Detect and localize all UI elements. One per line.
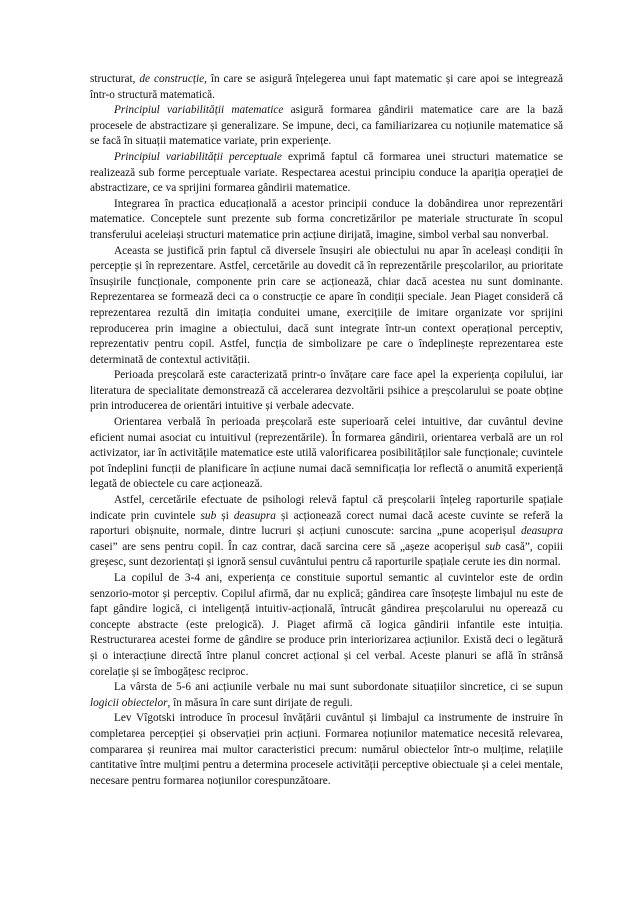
italic-term: deasupra: [520, 525, 563, 538]
text-run: casei” are sens pentru copil. În caz contrar, dacă sarcina cere să „așeze acoperișul: [90, 540, 486, 553]
italic-term: logicii obiectelor: [90, 696, 168, 709]
text-run: Aceasta se justifică prin faptul că diversele însușiri ale obiectului nu apar în aceleași condiții în percepție și în reprezentare. Astfel, cercetările au dovedit că în reprezentările preșcolarilor, au prioritate însușirile funcționale, componente prin care se acționează, chiar dacă acestea nu sunt dominante. Reprezentarea se formează deci ca o construcție ce apare în condiții speciale. Jean Piaget consideră că reprezentarea rezultă din imitația conduitei umane, exercițiile de imitare organizate vor sprijini reproducerea prin imagine a obiectului, dacă sunt integrate într-un context operațional perceptiv, reprezentativ pentru copil. Astfel, funcția de simbolizare pe care o îndeplinește reprezentarea este determinată de contextul activității.: [90, 244, 563, 366]
text-run: La vârsta de 5-6 ani acțiunile verbale nu mai sunt subordonate situațiilor sincretice, ci se supun: [114, 681, 563, 694]
text-run: Perioada preșcolară este caracterizată printr-o învățare care face apel la experiența copilului, iar literatura de specialitate demonstrează că accelerarea dezvoltării psihice a preșcolarului se poate obține prin introducerea de orientări intuitive și verbale adecvate.: [90, 369, 563, 413]
text-run: Astfel, cercetările efectuate de psihologi relevă faptul că preșcolarii înțeleg raporturile spațiale indicate prin cuvintele: [90, 494, 563, 522]
text-run: și acționează corect numai dacă aceste cuvinte se referă la raporturi obișnuite, normale, dintre lucruri și acțiuni cunoscute: sarcina „pune acoperișul: [90, 509, 563, 538]
paragraph-10: [90, 680, 563, 711]
italic-term: Principiul variabilității perceptuale: [114, 150, 282, 163]
document-page: [90, 72, 563, 789]
text-run: și: [216, 509, 234, 522]
text-run: , în care se asigură înțelegerea unui fapt matematic și care apoi se integrează într-o structură matematică.: [90, 73, 564, 101]
paragraph-5: [90, 244, 563, 369]
paragraph-4: [90, 197, 563, 244]
text-run: exprimă faptul că formarea unei structuri matematice se realizează sub forme perceptuale variate. Respectarea acestui principiu conduce la apariția operației de abstractizare, ce va sprijini formarea gândirii matematice.: [90, 150, 563, 195]
paragraph-8: [90, 493, 563, 571]
paragraph-9: [90, 571, 563, 680]
paragraph-3: [90, 150, 563, 197]
paragraph-7: [90, 415, 563, 493]
text-run: La copilul de 3-4 ani, experiența ce constituie suportul semantic al cuvintelor este de ordin senzorio-motor și perceptiv. Copilul afirmă, dar nu explică; gândirea care însoțește limbajul nu este de fapt gândire logică, ci inteligență intuitiv-acțională, întrucât gândirea preșcolarului nu operează cu concepte abstracte (este prelogică). J. Piaget afirmă că logica gândirii infantile este intuiția. Restructurarea acestei forme de gândire se produce prin interiorizarea acțiunilor. Există deci o legătură și o interacțiune directă între planul concret acțional și cel verbal. Aceste planuri se află în strânsă corelație și se îmbogățesc reciproc.: [90, 572, 563, 678]
text-run: Orientarea verbală în perioada preșcolară este superioară celei intuitive, dar cuvântul devine eficient numai asociat cu intuitivul (reprezentările). În formarea gândirii, orientarea verbală are un rol activizator, iar în activitățile matematice este utilă valorificarea posibilităților sale funcționale; cuvintele pot îndeplini funcții de planificare în acțiune numai dacă semnificația lor reflectă o anumită experiență legată de obiectele cu care acționează.: [90, 416, 563, 491]
text-run: Lev Vîgotski introduce în procesul învățării cuvântul și limbajul ca instrumente de instruire în completarea percepției și observației prin acțiuni. Formarea noțiunilor matematice necesită relevarea, compararea și reunirea mai multor caracteristici precum: numărul obiectelor într-o mulțime, relațiile cantitative între mulțimi pentru a determina procesele activității perceptive obiectuale și a celei mentale, necesare pentru formarea noțiunilor corespunzătoare.: [90, 712, 563, 787]
paragraph-11: [90, 711, 563, 789]
italic-term: sub: [485, 540, 501, 553]
text-run: asigură formarea gândirii matematice care are la bază procesele de abstractizare și generalizare. Se impune, deci, ca familiarizarea cu noțiunile matematice să se facă în situații matematice variate, prin experiențe.: [90, 104, 563, 148]
italic-term: de construcție: [139, 73, 205, 85]
paragraph-2: [90, 103, 563, 150]
italic-term: deasupra: [233, 509, 276, 522]
paragraph-1: [90, 72, 563, 103]
text-run: casă”, copiii greșesc, sunt dezorientați și ignoră sensul cuvântului pentru că raporturile spațiale cerute ies din normal.: [90, 540, 563, 569]
text-run: Integrarea în practica educațională a acestor principii conduce la dobândirea unor reprezentări matematice. Conceptele sunt prezente sub forma concretizărilor pe materiale structurate în scopul transferului aceleiași structuri matematice prin acțiune dirijată, imagine, simbol verbal sau nonverbal.: [90, 197, 563, 241]
italic-term: Principiul variabilității matematice: [114, 104, 284, 117]
italic-term: sub: [200, 509, 217, 522]
text-run: structurat,: [90, 73, 140, 85]
text-run: , în măsura în care sunt dirijate de reguli.: [167, 696, 353, 709]
paragraph-6: [90, 368, 563, 415]
